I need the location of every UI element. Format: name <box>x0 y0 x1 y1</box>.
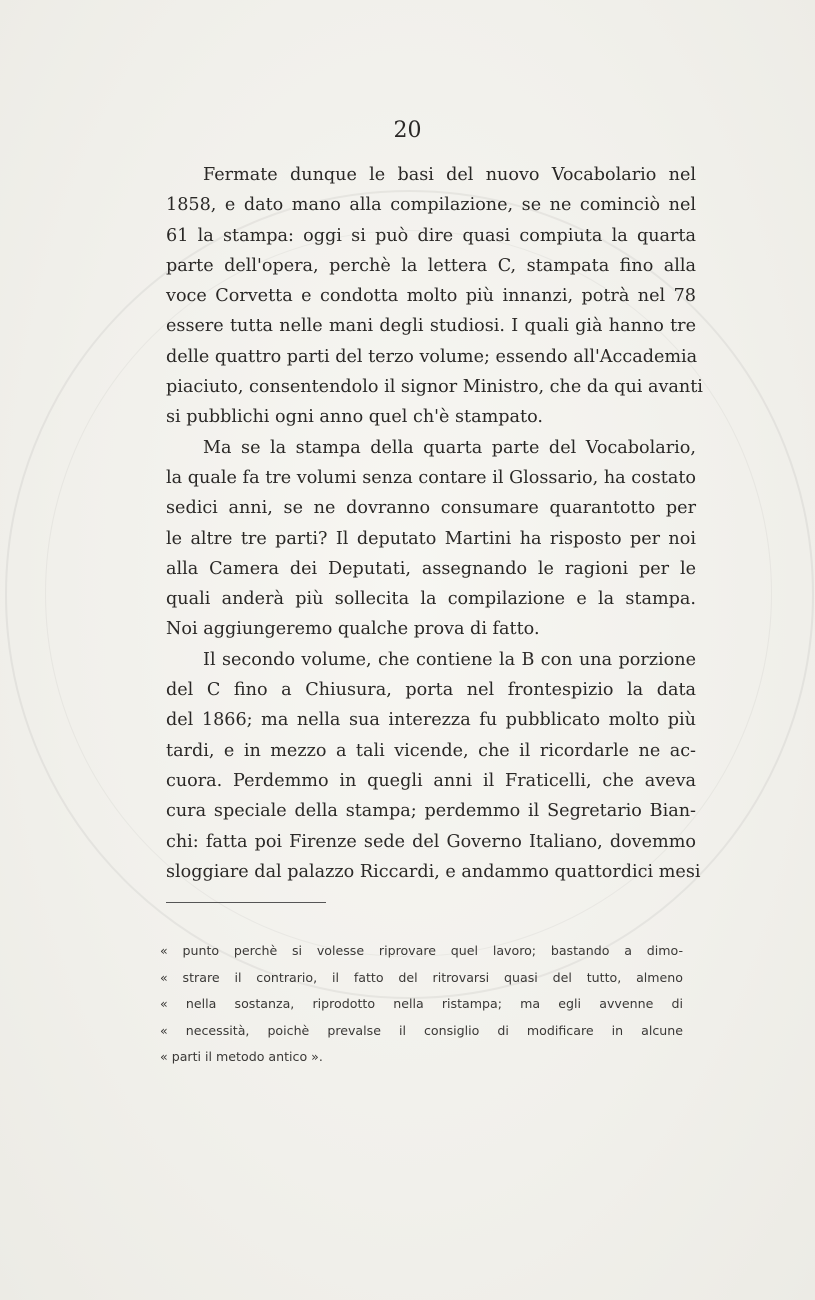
footnote-line: « necessità, poichè prevalse il consiglio di modificare in alcune <box>160 1022 683 1038</box>
page-number: 20 <box>393 118 422 143</box>
body-line: chi: fatta poi Firenze sede del Governo Italiano, dovemmo <box>166 831 696 852</box>
body-line: Fermate dunque le basi del nuovo Vocabolario nel <box>203 165 696 185</box>
footnotes <box>160 938 683 1071</box>
footnote-line: « parti il metodo antico ». <box>160 1049 323 1064</box>
body-line: le altre tre parti? Il deputato Martini ha risposto per noi <box>166 528 696 549</box>
body-line: del 1866; ma nella sua interezza fu pubblicato molto più <box>166 710 696 731</box>
body-line: parte dell'opera, perchè la lettera C, stampata fino alla <box>166 255 696 276</box>
body-line: essere tutta nelle mani degli studiosi. I quali già hanno tre <box>166 316 696 337</box>
body-line: del C fino a Chiusura, porta nel frontespizio la data <box>166 680 696 701</box>
body-line: si pubblichi ogni anno quel ch'è stampato. <box>166 407 543 428</box>
body-line: sloggiare dal palazzo Riccardi, e andammo quattordici mesi <box>166 861 701 882</box>
body-line: alla Camera dei Deputati, assegnando le ragioni per le <box>166 558 696 579</box>
body-line: cuora. Perdemmo in quegli anni il Fraticelli, che aveva <box>166 770 696 791</box>
body-line: 61 la stampa: oggi si può dire quasi compiuta la quarta <box>166 225 696 246</box>
body-line: quali anderà più sollecita la compilazione e la stampa. <box>166 589 696 610</box>
body-text <box>166 160 703 887</box>
body-line: Noi aggiungeremo qualche prova di fatto. <box>166 619 540 640</box>
body-line: tardi, e in mezzo a tali vicende, che il ricordarle ne ac- <box>166 740 696 761</box>
body-line: la quale fa tre volumi senza contare il Glossario, ha costato <box>166 467 696 488</box>
footnote-line: « punto perchè si volesse riprovare quel lavoro; bastando a dimo- <box>160 943 683 958</box>
footnote-line: « strare il contrario, il fatto del ritrovarsi quasi del tutto, almeno <box>160 969 683 985</box>
body-line: cura speciale della stampa; perdemmo il Segretario Bian- <box>166 801 696 822</box>
body-line: Il secondo volume, che contiene la B con una porzione <box>203 649 696 670</box>
body-line: piaciuto, consentendolo il signor Ministro, che da qui avanti <box>166 377 703 398</box>
body-line: voce Corvetta e condotta molto più innanzi, potrà nel 78 <box>166 286 696 307</box>
body-line: 1858, e dato mano alla compilazione, se ne cominciò nel <box>166 195 696 216</box>
body-line: delle quattro parti del terzo volume; essendo all'Accademia <box>166 346 698 367</box>
footnote-divider <box>166 902 326 903</box>
body-line: sedici anni, se ne dovranno consumare quarantotto per <box>166 498 696 519</box>
footnote-line: « nella sostanza, riprodotto nella ristampa; ma egli avvenne di <box>160 996 683 1011</box>
body-line: Ma se la stampa della quarta parte del Vocabolario, <box>203 437 696 458</box>
